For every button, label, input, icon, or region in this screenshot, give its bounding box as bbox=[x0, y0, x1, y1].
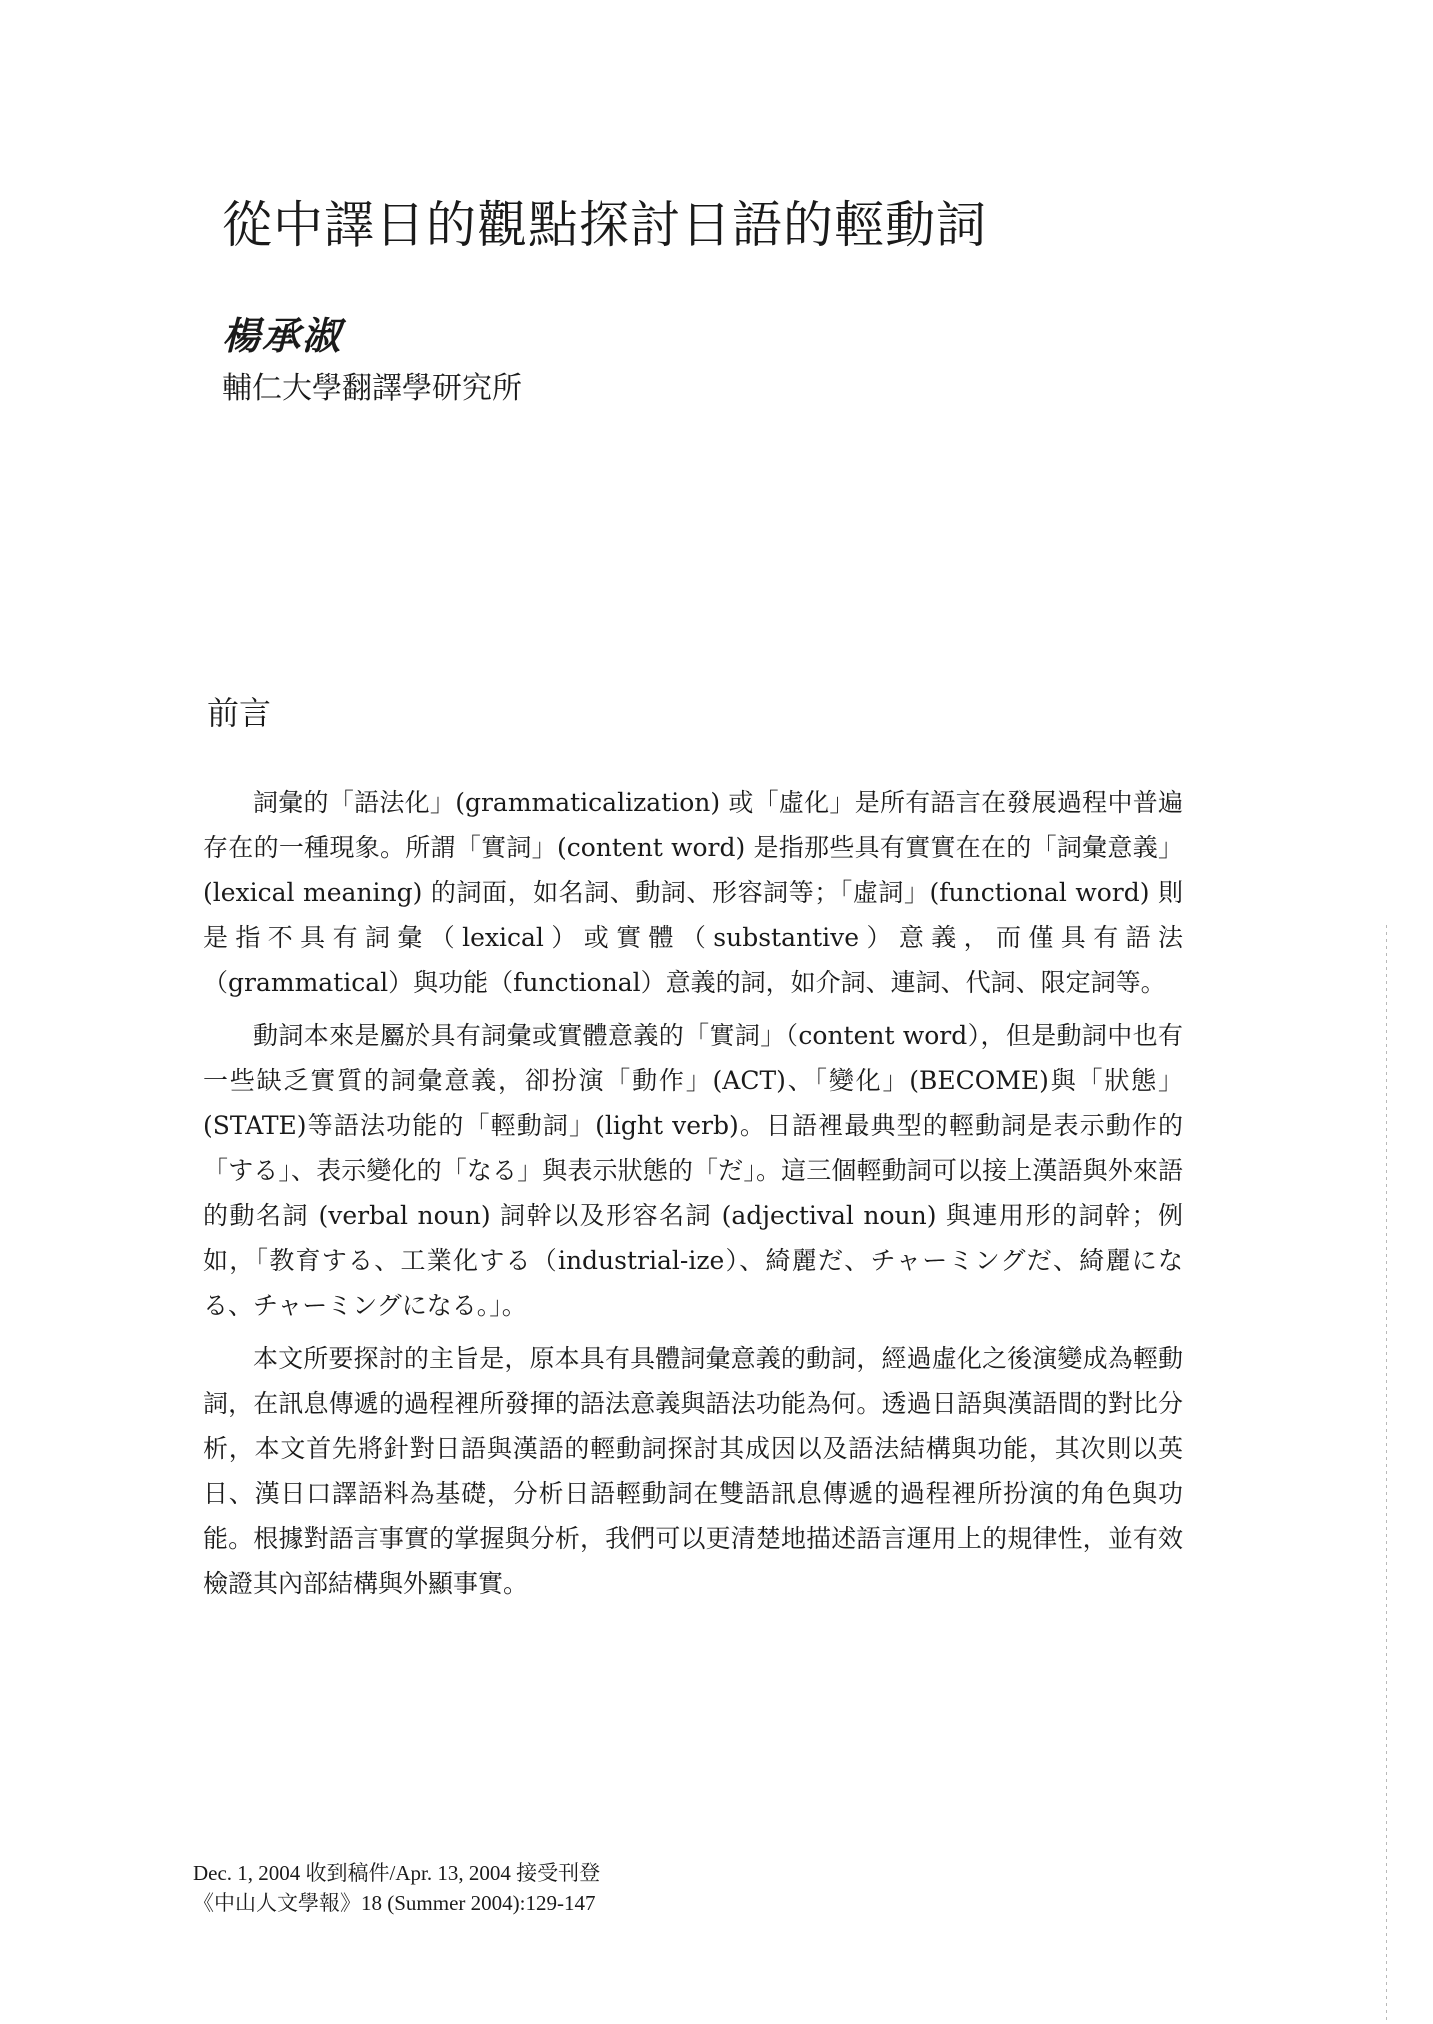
journal-citation: 《中山人文學報》18 (Summer 2004):129-147 bbox=[193, 1891, 596, 1915]
paragraph: 本文所要探討的主旨是，原本具有具體詞彙意義的動詞，經過虛化之後演變成為輕動詞，在訊息傳遞的過程裡所發揮的語法意義與語法功能為何。透過日語與漢語間的對比分析，本文首先將針對日語與漢語的輕動詞探討其成因以及語法結構與功能，其次則以英日、漢日口譯語料為基礎，分析日語輕動詞在雙語訊息傳遞的過程裡所扮演的角色與功能。根據對語言事實的掌握與分析，我們可以更清楚地描述語言運用上的規律性，並有效檢證其內部結構與外顯事實。 bbox=[203, 1344, 1183, 1598]
scan-edge-line bbox=[1386, 925, 1387, 2024]
submission-dates: Dec. 1, 2004 收到稿件/Apr. 13, 2004 接受刊登 bbox=[193, 1861, 601, 1885]
author-affiliation: 輔仁大學翻譯學研究所 bbox=[222, 371, 522, 406]
introduction-body bbox=[203, 780, 1183, 1614]
paragraph: 詞彙的「語法化」(grammaticalization) 或「虛化」是所有語言在發展過程中普遍存在的一種現象。所謂「實詞」(content word) 是指那些具有實實在在的「詞彙意義」(lexical meaning) 的詞面，如名詞、動詞、形容詞等；「虛詞」(functional word) 則是指不具有詞彙（lexical）或實體（substantive）意義，而僅具有語法（grammatical）與功能（functional）意義的詞，如介詞、連詞、代詞、限定詞等。 bbox=[203, 788, 1183, 997]
paragraph: 動詞本來是屬於具有詞彙或實體意義的「實詞」（content word），但是動詞中也有一些缺乏實質的詞彙意義，卻扮演「動作」(ACT)、「變化」(BECOME)與「狀態」(STATE)等語法功能的「輕動詞」(light verb)。日語裡最典型的輕動詞是表示動作的「する」、表示變化的「なる」與表示狀態的「だ」。這三個輕動詞可以接上漢語與外來語的動名詞 (verbal noun) 詞幹以及形容名詞 (adjectival noun) 與連用形的詞幹；例如，「教育する、工業化する（industrial-ize）、綺麗だ、チャーミングだ、綺麗になる、チャーミングになる。」。 bbox=[203, 1021, 1183, 1320]
author-name: 楊承淑 bbox=[222, 314, 343, 358]
paper-title: 從中譯日的觀點探討日語的輕動詞 bbox=[222, 196, 987, 254]
section-heading-introduction: 前言 bbox=[207, 694, 272, 732]
publication-footer bbox=[193, 1858, 600, 1918]
